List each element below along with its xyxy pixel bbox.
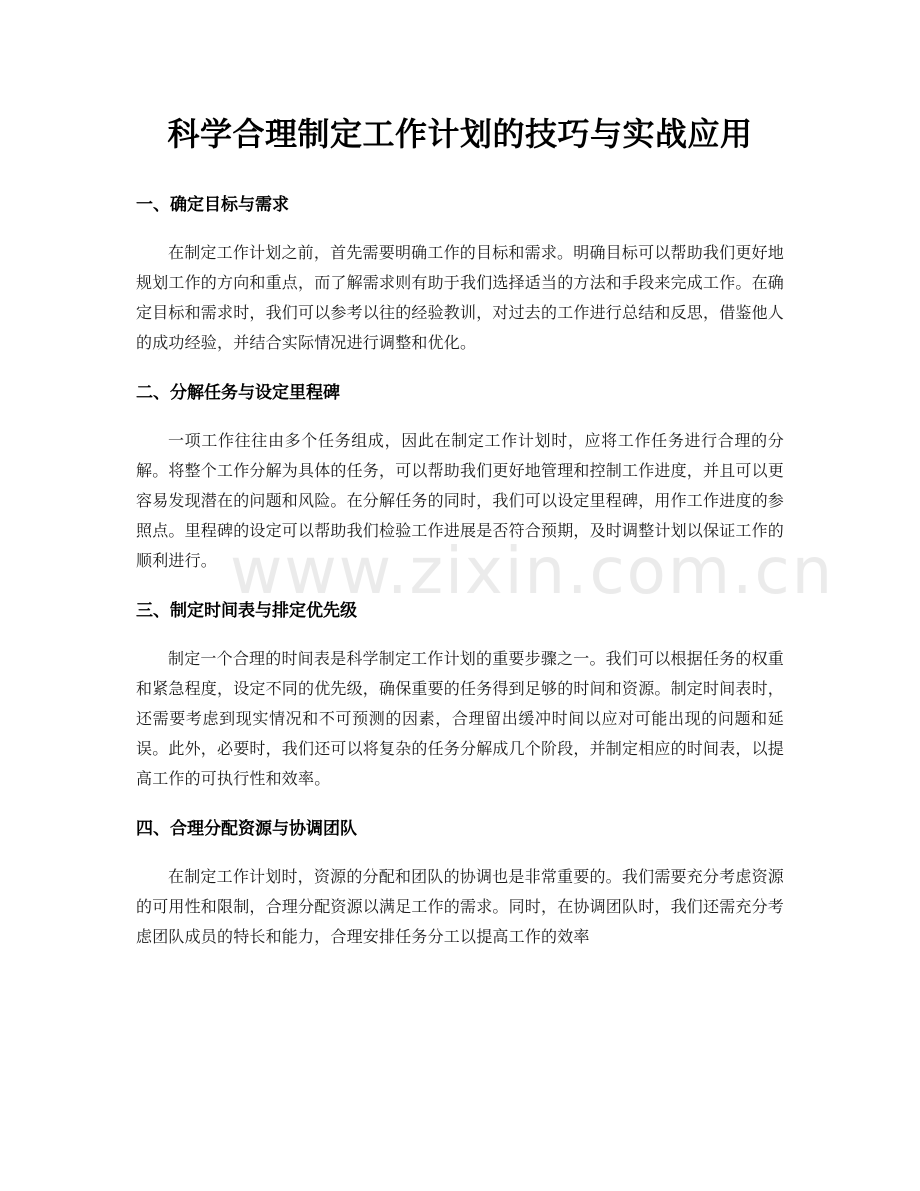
section-heading-2: 二、分解任务与设定里程碑 [136,383,340,403]
section-heading-3: 三、制定时间表与排定优先级 [136,601,357,621]
section-heading-4: 四、合理分配资源与协调团队 [136,819,357,839]
watermark: www.zixin.com.cn [230,535,835,609]
section-body-4: 在制定工作计划时，资源的分配和团队的协调也是非常重要的。我们需要充分考虑资源的可用性和限制，合理分配资源以满足工作的需求。同时，在协调团队时，我们还需充分考虑团队成员的特长和能力，合理安排任务分工以提高工作的效率 [136,867,785,946]
section-body-2: 一项工作往往由多个任务组成，因此在制定工作计划时，应将工作任务进行合理的分解。将整个工作分解为具体的任务，可以帮助我们更好地管理和控制工作进度，并且可以更容易发现潜在的问题和风险。在分解任务的同时，我们可以设定里程碑，用作工作进度的参照点。里程碑的设定可以帮助我们检验工作进展是否符合预期，及时调整计划以保证工作的顺利进行。 [136,431,785,570]
section-body-3: 制定一个合理的时间表是科学制定工作计划的重要步骤之一。我们可以根据任务的权重和紧急程度，设定不同的优先级，确保重要的任务得到足够的时间和资源。制定时间表时，还需要考虑到现实情况和不可预测的因素，合理留出缓冲时间以应对可能出现的问题和延误。此外，必要时，我们还可以将复杂的任务分解成几个阶段，并制定相应的时间表，以提高工作的可执行性和效率。 [136,649,785,788]
section-heading-1: 一、确定目标与需求 [136,195,289,215]
document-content [136,112,784,952]
document-title: 科学合理制定工作计划的技巧与实战应用 [167,115,753,153]
section-body-1: 在制定工作计划之前，首先需要明确工作的目标和需求。明确目标可以帮助我们更好地规划工作的方向和重点，而了解需求则有助于我们选择适当的方法和手段来完成工作。在确定目标和需求时，我们可以参考以往的经验教训，对过去的工作进行总结和反思，借鉴他人的成功经验，并结合实际情况进行调整和优化。 [136,243,785,352]
